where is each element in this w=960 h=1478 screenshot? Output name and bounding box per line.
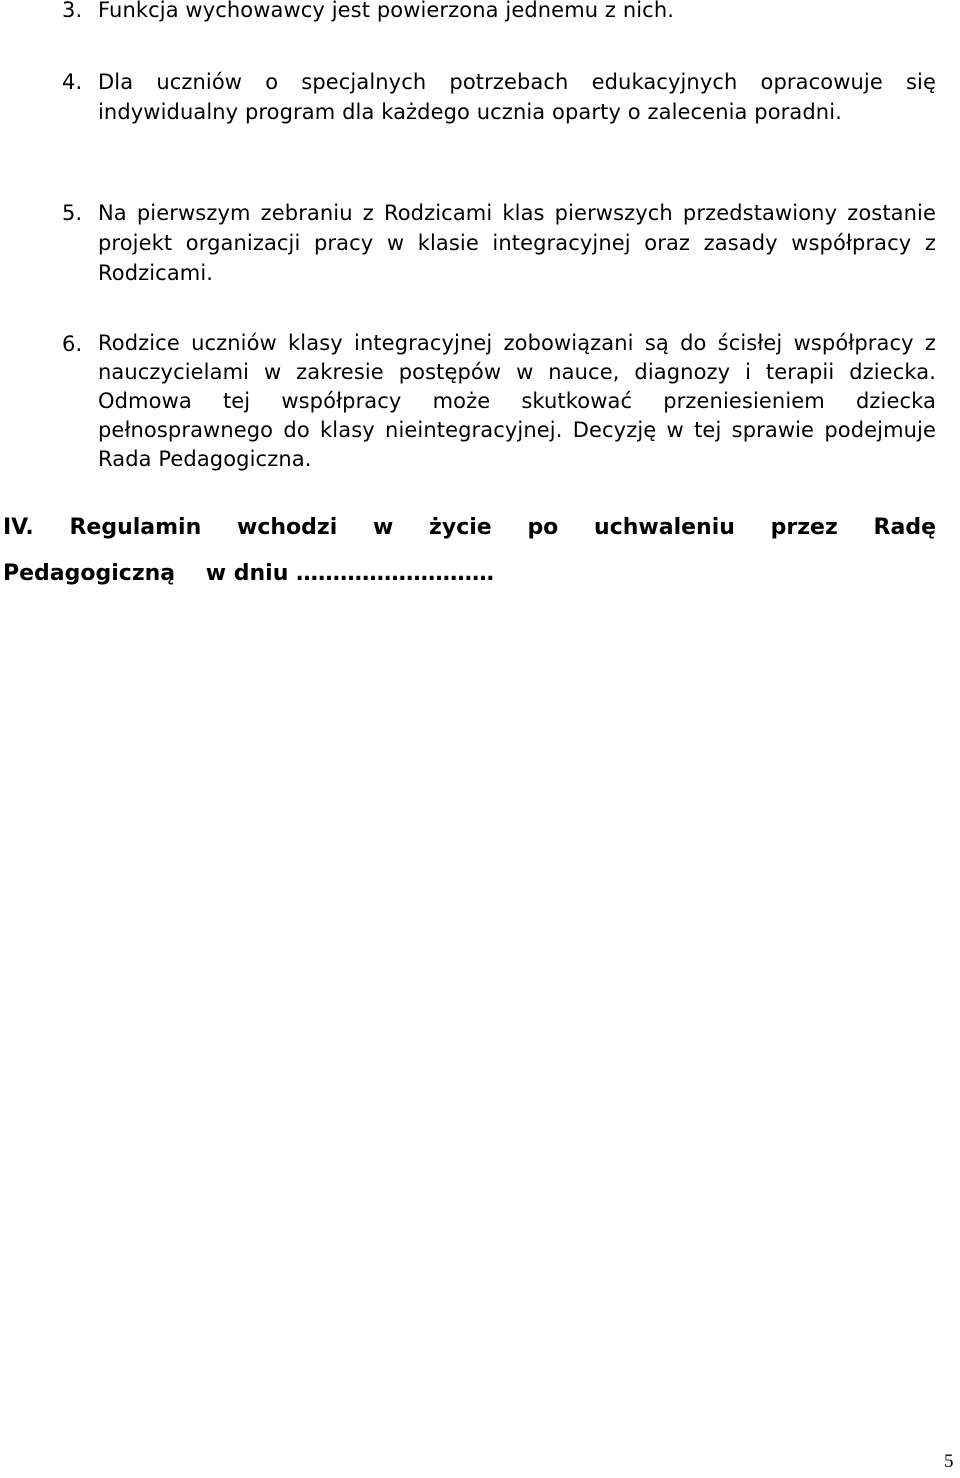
list-text: Rodzice uczniów klasy integracyjnej zobowiązani są do ścisłej współpracy z nauczycielami w zakresie postępów w nauce, diagnozy i terapii dziecka. Odmowa tej współpracy może skutkować przeniesieniem dziecka pełnosprawnego do klasy nieintegracyjnej. Decyzję w tej sprawie podejmuje Rada Pedagogiczna. [98,331,936,471]
section-word: wchodzi [237,515,338,540]
page-number: 5 [944,1451,954,1472]
list-number: 6. [62,332,83,356]
section-word: przez [770,515,838,540]
list-item-3 [62,0,936,25]
section-word: po [527,515,559,540]
list-number: 5. [62,201,83,225]
list-text: Na pierwszym zebraniu z Rodzicami klas pierwszych przedstawiony zostanie projekt organizacji pracy w klasie integracyjnej oraz zasady współpracy z Rodzicami. [98,201,936,285]
section-word: uchwaleniu [594,515,735,540]
section-word: Regulamin [69,515,202,540]
list-number: 3. [62,0,83,22]
list-item-6 [62,329,936,474]
list-text: Funkcja wychowawcy jest powierzona jednemu z nich. [98,0,675,22]
section-iv-heading [3,515,936,540]
list-text: Dla uczniów o specjalnych potrzebach edukacyjnych opracowuje się indywidualny program dla każdego ucznia oparty o zalecenia poradni. [98,70,936,124]
section-word: w [372,515,394,540]
list-item-4 [62,67,936,127]
section-word: IV. [3,515,34,540]
section-word: Radę [873,515,936,540]
list-number: 4. [62,70,83,94]
section-iv-continuation: Pedagogiczną w dniu ……………………… [3,561,495,586]
list-item-5 [62,198,936,288]
section-word: życie [429,515,492,540]
